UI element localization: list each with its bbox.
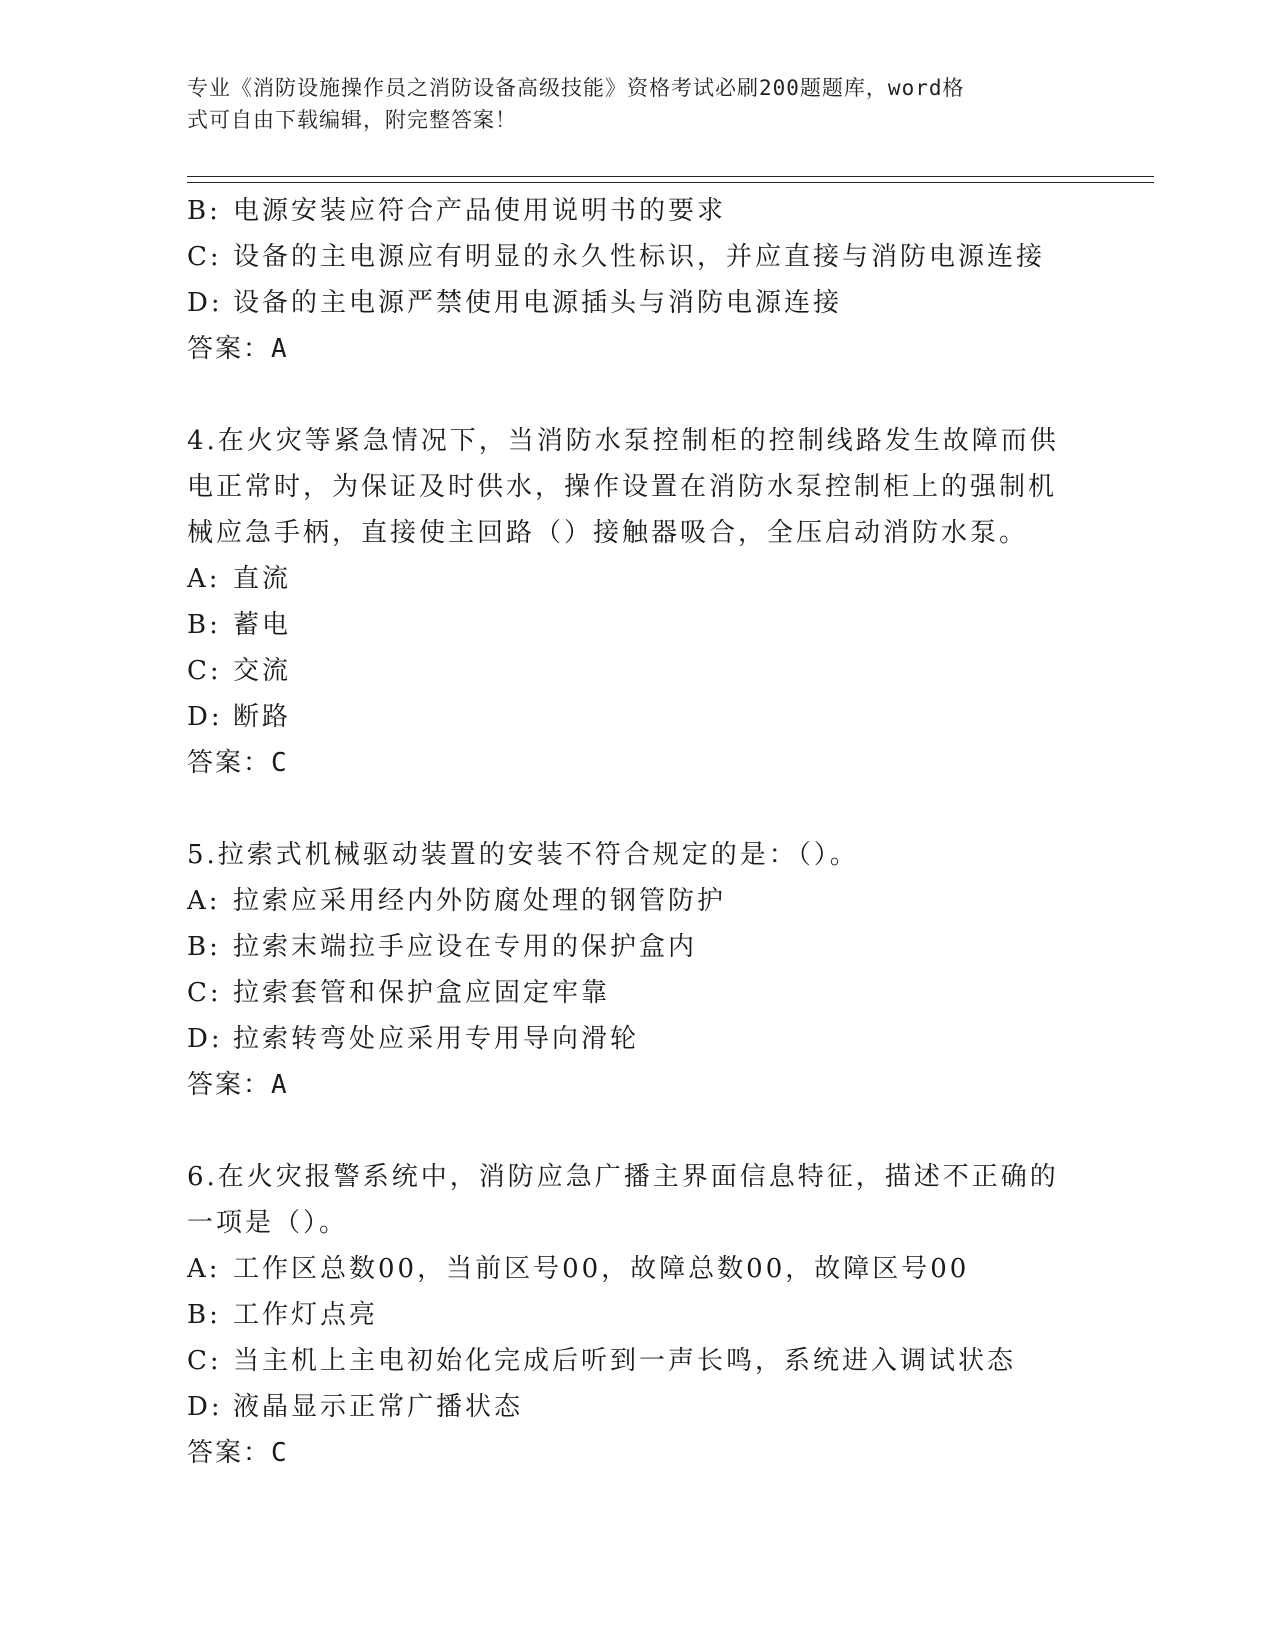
question-3 [187, 188, 1087, 372]
question-stem-line: 电正常时，为保证及时供水，操作设置在消防水泵控制柜上的强制机 [187, 472, 1058, 502]
option-letter: A: [187, 564, 221, 594]
answer-line: 答案：C [187, 1438, 289, 1468]
spacer [187, 372, 1087, 418]
spacer [187, 1108, 1087, 1154]
question-stem-line: 6.在火灾报警系统中，消防应急广播主界面信息特征，描述不正确的 [187, 1162, 1059, 1192]
option-c [187, 1338, 1087, 1384]
option-b [187, 1292, 1087, 1338]
option-text: 蓄电 [233, 610, 292, 640]
option-text: 拉索应采用经内外防腐处理的钢管防护 [233, 886, 727, 916]
option-d [187, 1384, 1087, 1430]
question-5 [187, 832, 1087, 1108]
option-text: 当主机上主电初始化完成后听到一声长鸣，系统进入调试状态 [233, 1346, 1017, 1376]
option-text: 直流 [233, 564, 292, 594]
question-stem-line: 5.拉索式机械驱动装置的安装不符合规定的是：（）。 [187, 840, 859, 870]
option-letter: D: [187, 1392, 223, 1422]
option-letter: B: [187, 196, 221, 226]
option-text: 拉索套管和保护盒应固定牢靠 [233, 978, 611, 1008]
option-text: 拉索转弯处应采用专用导向滑轮 [233, 1024, 640, 1054]
option-letter: B: [187, 610, 221, 640]
answer-line: 答案：A [187, 334, 289, 364]
option-letter: D: [187, 702, 223, 732]
option-text: 拉索末端拉手应设在专用的保护盒内 [233, 932, 698, 962]
option-a [187, 878, 1087, 924]
question-stem-line: 械应急手柄，直接使主回路（）接触器吸合，全压启动消防水泵。 [187, 518, 1029, 548]
question-stem-line: 一项是（）。 [187, 1208, 349, 1238]
question-4 [187, 418, 1087, 786]
option-text: 电源安装应符合产品使用说明书的要求 [233, 196, 727, 226]
option-letter: C: [187, 978, 222, 1008]
option-letter: C: [187, 242, 222, 272]
option-letter: C: [187, 656, 222, 686]
option-letter: D: [187, 1024, 223, 1054]
option-text: 液晶显示正常广播状态 [233, 1392, 524, 1422]
header-rule-top [187, 176, 1154, 177]
option-letter: B: [187, 932, 221, 962]
answer-line: 答案：A [187, 1070, 289, 1100]
option-b [187, 602, 1087, 648]
question-6 [187, 1154, 1087, 1476]
option-c [187, 234, 1087, 280]
option-letter: D: [187, 288, 223, 318]
question-stem-line: 4.在火灾等紧急情况下，当消防水泵控制柜的控制线路发生故障而供 [187, 426, 1059, 456]
spacer [187, 786, 1087, 832]
document-header [187, 72, 1087, 136]
option-a [187, 556, 1087, 602]
option-c [187, 648, 1087, 694]
option-text: 设备的主电源严禁使用电源插头与消防电源连接 [233, 288, 843, 318]
option-a [187, 1246, 1087, 1292]
header-line-2: 式可自由下载编辑，附完整答案！ [187, 108, 517, 132]
option-b [187, 924, 1087, 970]
question-list [187, 188, 1087, 1476]
option-d [187, 280, 1087, 326]
answer-line: 答案：C [187, 748, 289, 778]
option-letter: C: [187, 1346, 222, 1376]
header-rule-bottom [187, 182, 1154, 183]
option-c [187, 970, 1087, 1016]
option-letter: A: [187, 1254, 221, 1284]
option-text: 断路 [233, 702, 292, 732]
option-text: 工作灯点亮 [233, 1300, 379, 1330]
header-line-1: 专业《消防设施操作员之消防设备高级技能》资格考试必刷200题题库，word格 [187, 76, 965, 100]
option-b [187, 188, 1087, 234]
option-d [187, 1016, 1087, 1062]
option-d [187, 694, 1087, 740]
option-text: 交流 [233, 656, 292, 686]
option-text: 设备的主电源应有明显的永久性标识，并应直接与消防电源连接 [233, 242, 1046, 272]
option-text: 工作区总数00，当前区号00，故障总数00，故障区号00 [233, 1254, 970, 1284]
option-letter: B: [187, 1300, 221, 1330]
option-letter: A: [187, 886, 221, 916]
